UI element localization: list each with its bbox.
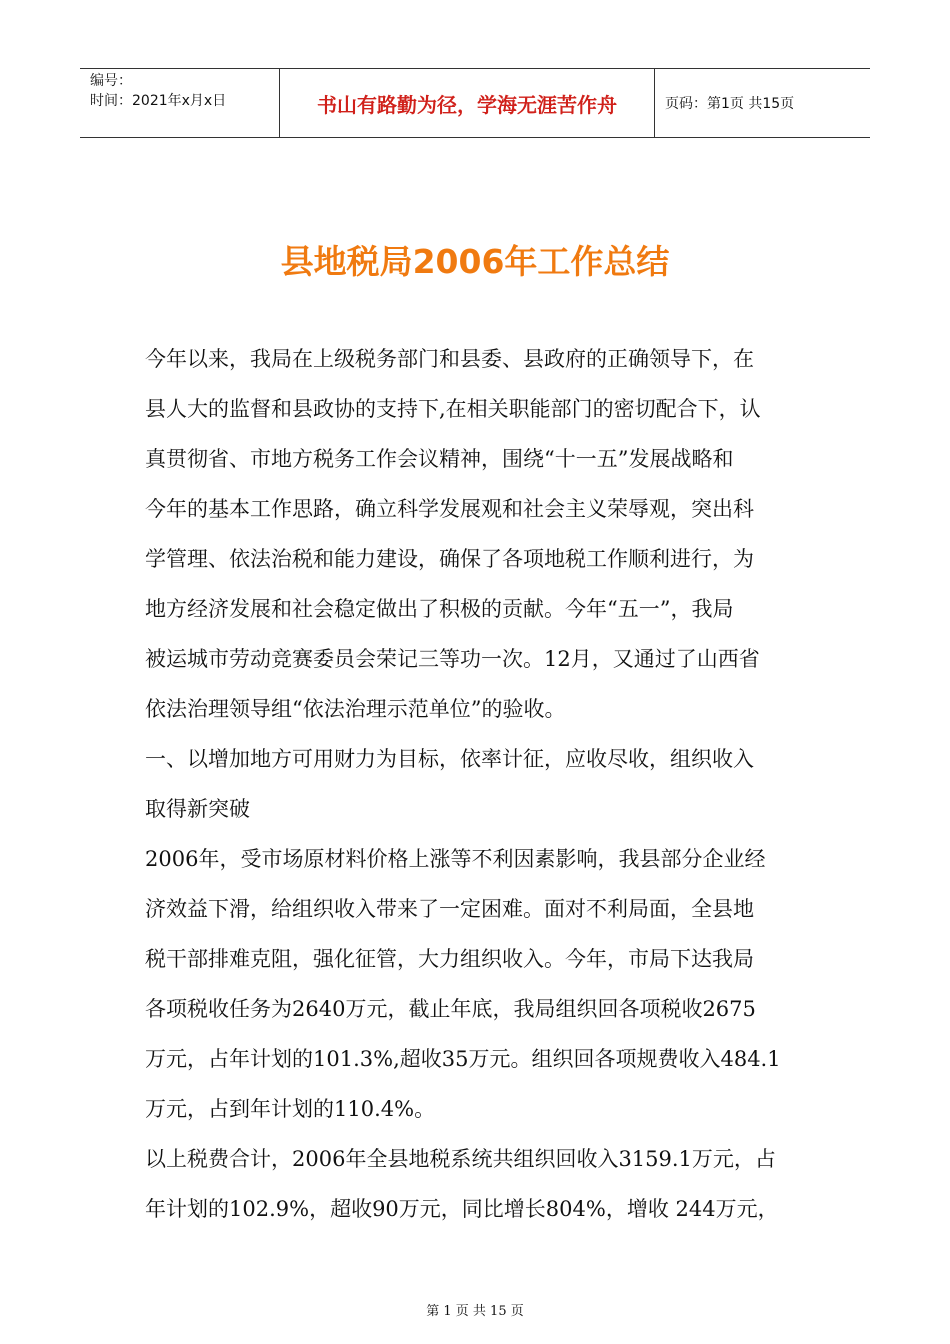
page-footer: 第 1 页 共 15 页	[426, 1304, 524, 1319]
section-heading-line: 一、以增加地方可用财力为目标，依率计征，应收尽收，组织收入	[145, 747, 754, 771]
body-line: 县人大的监督和县政协的支持下,在相关职能部门的密切配合下，认	[145, 397, 761, 421]
body-line: 地方经济发展和社会稳定做出了积极的贡献。今年“五一”，我局	[145, 597, 734, 621]
body-line: 万元，占年计划的101.3%,超收35万元。组织回各项规费收入484.1	[145, 1047, 781, 1071]
body-line: 济效益下滑，给组织收入带来了一定困难。面对不利局面，全县地	[145, 897, 754, 921]
body-line: 2006年，受市场原材料价格上涨等不利因素影响，我县部分企业经	[145, 847, 766, 871]
body-line: 万元，占到年计划的110.4%。	[145, 1097, 436, 1121]
body-line: 税干部排难克阻，强化征管，大力组织收入。今年，市局下达我局	[145, 947, 754, 971]
body-line: 依法治理领导组“依法治理示范单位”的验收。	[145, 697, 566, 721]
date-label: 时间：2021年x月x日	[90, 93, 227, 109]
section-heading-line: 取得新突破	[145, 797, 250, 821]
body-line: 各项税收任务为2640万元，截止年底，我局组织回各项税收2675	[145, 997, 756, 1021]
body-line: 今年的基本工作思路，确立科学发展观和社会主义荣辱观，突出科	[145, 497, 754, 521]
body-line: 学管理、依法治税和能力建设，确保了各项地税工作顺利进行，为	[145, 547, 754, 571]
document-body	[145, 339, 805, 1239]
header-table	[80, 68, 870, 138]
body-line: 被运城市劳动竞赛委员会荣记三等功一次。12月，又通过了山西省	[145, 647, 760, 671]
body-line: 年计划的102.9%，超收90万元，同比增长804%，增收 244万元，	[145, 1197, 779, 1221]
motto: 书山有路勤为径，学海无涯苦作舟	[280, 69, 655, 137]
page-info: 页码：第1页 共15页	[665, 96, 795, 112]
header-meta-cell	[80, 69, 280, 137]
body-line: 以上税费合计，2006年全县地税系统共组织回收入3159.1万元，占	[145, 1147, 776, 1171]
serial-label: 编号：	[90, 73, 132, 89]
document-title: 县地税局2006年工作总结	[280, 242, 670, 281]
body-line: 真贯彻省、市地方税务工作会议精神，围绕“十一五”发展战略和	[145, 447, 734, 471]
body-line: 今年以来，我局在上级税务部门和县委、县政府的正确领导下，在	[145, 347, 754, 371]
